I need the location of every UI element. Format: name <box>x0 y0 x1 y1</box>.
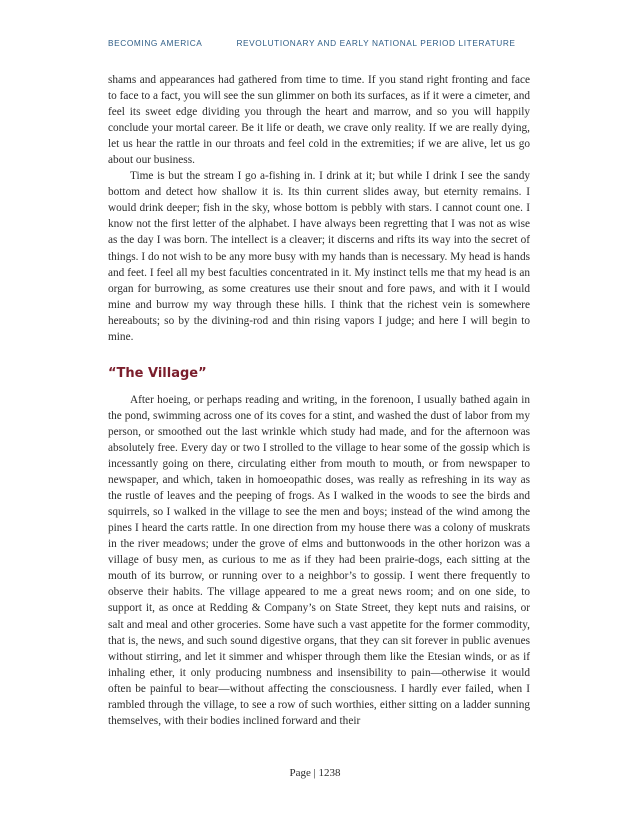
paragraph-village: After hoeing, or perhaps reading and writing, in the forenoon, I usually bathed again in the pond, swimming across one of its coves for a stint, and washed the dust of labor from my person, or smoothed out the last wrinkle which study had made, and for the afternoon was absolutely free. Every day or two I strolled to the village to hear some of the gossip which is incessantly going on there, circulating either from mouth to mouth, or from newspaper to newspaper, and which, taken in homoeopathic doses, was really as refreshing in its way as the rustle of leaves and the peeping of frogs. As I walked in the woods to see the birds and squirrels, so I walked in the village to see the men and boys; instead of the wind among the pines I heard the carts rattle. In one direction from my house there was a colony of muskrats in the river meadows; under the grove of elms and buttonwoods in the other horizon was a village of busy men, as curious to me as if they had been prairie-dogs, each sitting at the mouth of its burrow, or running over to a neighbor’s to gossip. I went there frequently to observe their habits. The village appeared to me a great news room; and on one side, to support it, as once at Redding & Company’s on State Street, they kept nuts and raisins, or salt and meal and other groceries. Some have such a vast appetite for the former commodity, that is, the news, and such sound digestive organs, that they can sit forever in public avenues without stirring, and let it simmer and whisper through them like the Etesian winds, or as if inhaling ether, it only producing numbness and insensibility to pain—otherwise it would often be painful to bear—without affecting the consciousness. I hardly ever failed, when I rambled through the village, to see a row of such worthies, either sitting on a ladder sunning themselves, with their bodies inclined forward and their <box>108 393 530 727</box>
page-number-footer: Page | 1238 <box>289 767 341 779</box>
body-text <box>108 72 530 729</box>
header-section-title: REVOLUTIONARY AND EARLY NATIONAL PERIOD LITERATURE <box>236 38 516 48</box>
paragraph-time-stream: Time is but the stream I go a-fishing in. I drink at it; but while I drink I see the sandy bottom and detect how shallow it is. Its thin current slides away, but eternity remains. I would drink deeper; fish in the sky, whose bottom is pebbly with stars. I cannot count one. I know not the first letter of the alphabet. I have always been regretting that I was not as wise as the day I was born. The intellect is a cleaver; it discerns and rifts its way into the secret of things. I do not wish to be any more busy with my hands than is necessary. My head is hands and feet. I feel all my best faculties concentrated in it. My instinct tells me that my head is an organ for burrowing, as some creatures use their snout and fore paws, and with it I would mine and burrow my way through these hills. I think that the richest vein is somewhere hereabouts; so by the divining-rod and thin rising vapors I judge; and here I will begin to mine. <box>108 170 530 343</box>
section-heading-the-village: “The Village” <box>108 365 207 381</box>
header-book-title: BECOMING AMERICA <box>108 38 203 48</box>
paragraph-continuation: shams and appearances had gathered from time to time. If you stand right fronting and face to face to a fact, you will see the sun glimmer on both its surfaces, as if it were a cimeter, and feel its sweet edge dividing you through the heart and marrow, and so you will happily conclude your mortal career. Be it life or death, we crave only reality. If we are really dying, let us hear the rattle in our throats and feel cold in the extremities; if we are alive, let us go about our business. <box>108 74 530 167</box>
running-header <box>108 38 528 48</box>
